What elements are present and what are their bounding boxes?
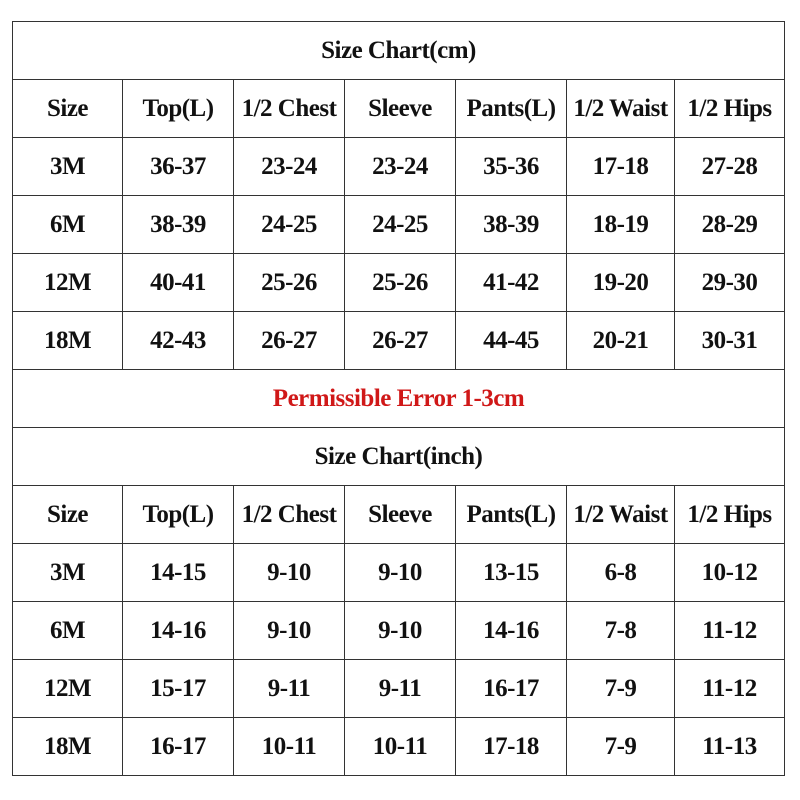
table-row <box>13 544 785 602</box>
table-cell: 7-8 <box>567 602 675 660</box>
cm-title-row <box>13 22 785 80</box>
table-cell: 9-10 <box>345 544 456 602</box>
size-cell: 3M <box>13 544 123 602</box>
table-cell: 10-11 <box>345 718 456 776</box>
column-header: 1/2 Chest <box>234 80 345 138</box>
table-cell: 38-39 <box>456 196 567 254</box>
table-cell: 26-27 <box>345 312 456 370</box>
table-cell: 44-45 <box>456 312 567 370</box>
table-cell: 27-28 <box>675 138 785 196</box>
table-cell: 16-17 <box>123 718 234 776</box>
table-cell: 26-27 <box>234 312 345 370</box>
table-cell: 6-8 <box>567 544 675 602</box>
table-cell: 11-12 <box>675 602 785 660</box>
table-cell: 18-19 <box>567 196 675 254</box>
table-cell: 7-9 <box>567 718 675 776</box>
table-cell: 10-12 <box>675 544 785 602</box>
table-cell: 11-12 <box>675 660 785 718</box>
table-cell: 9-10 <box>234 602 345 660</box>
table-cell: 10-11 <box>234 718 345 776</box>
cm-chart-title: Size Chart(cm) <box>13 22 785 80</box>
table-cell: 16-17 <box>456 660 567 718</box>
column-header: Pants(L) <box>456 486 567 544</box>
cm-header-row <box>13 80 785 138</box>
table-cell: 35-36 <box>456 138 567 196</box>
column-header: 1/2 Hips <box>675 80 785 138</box>
table-cell: 42-43 <box>123 312 234 370</box>
inch-title-row <box>13 428 785 486</box>
size-cell: 6M <box>13 196 123 254</box>
size-cell: 18M <box>13 312 123 370</box>
table-cell: 40-41 <box>123 254 234 312</box>
table-row <box>13 602 785 660</box>
table-cell: 17-18 <box>567 138 675 196</box>
column-header: Size <box>13 486 123 544</box>
table-cell: 23-24 <box>234 138 345 196</box>
column-header: 1/2 Waist <box>567 486 675 544</box>
table-cell: 9-10 <box>345 602 456 660</box>
size-cell: 18M <box>13 718 123 776</box>
table-cell: 19-20 <box>567 254 675 312</box>
table-cell: 9-11 <box>234 660 345 718</box>
table-row <box>13 312 785 370</box>
table-cell: 25-26 <box>345 254 456 312</box>
table-row <box>13 138 785 196</box>
permissible-error-note: Permissible Error 1-3cm <box>13 370 785 428</box>
column-header: Sleeve <box>345 486 456 544</box>
column-header: Sleeve <box>345 80 456 138</box>
column-header: 1/2 Waist <box>567 80 675 138</box>
error-note-row <box>13 370 785 428</box>
inch-chart-title: Size Chart(inch) <box>13 428 785 486</box>
table-cell: 14-16 <box>456 602 567 660</box>
table-cell: 15-17 <box>123 660 234 718</box>
table-cell: 9-11 <box>345 660 456 718</box>
table-cell: 7-9 <box>567 660 675 718</box>
table-cell: 38-39 <box>123 196 234 254</box>
table-cell: 41-42 <box>456 254 567 312</box>
table-cell: 30-31 <box>675 312 785 370</box>
table-cell: 24-25 <box>234 196 345 254</box>
size-cell: 12M <box>13 254 123 312</box>
table-cell: 23-24 <box>345 138 456 196</box>
column-header: 1/2 Chest <box>234 486 345 544</box>
table-row <box>13 718 785 776</box>
table-cell: 14-15 <box>123 544 234 602</box>
inch-header-row <box>13 486 785 544</box>
table-cell: 36-37 <box>123 138 234 196</box>
size-cell: 3M <box>13 138 123 196</box>
table-row <box>13 196 785 254</box>
table-cell: 20-21 <box>567 312 675 370</box>
column-header: 1/2 Hips <box>675 486 785 544</box>
size-chart-sheet <box>12 21 785 776</box>
table-cell: 13-15 <box>456 544 567 602</box>
table-cell: 9-10 <box>234 544 345 602</box>
table-cell: 11-13 <box>675 718 785 776</box>
table-cell: 24-25 <box>345 196 456 254</box>
column-header: Size <box>13 80 123 138</box>
table-row <box>13 660 785 718</box>
column-header: Top(L) <box>123 80 234 138</box>
column-header: Top(L) <box>123 486 234 544</box>
size-cell: 12M <box>13 660 123 718</box>
table-cell: 28-29 <box>675 196 785 254</box>
column-header: Pants(L) <box>456 80 567 138</box>
table-row <box>13 254 785 312</box>
table-cell: 14-16 <box>123 602 234 660</box>
table-cell: 29-30 <box>675 254 785 312</box>
table-cell: 25-26 <box>234 254 345 312</box>
size-cell: 6M <box>13 602 123 660</box>
table-cell: 17-18 <box>456 718 567 776</box>
